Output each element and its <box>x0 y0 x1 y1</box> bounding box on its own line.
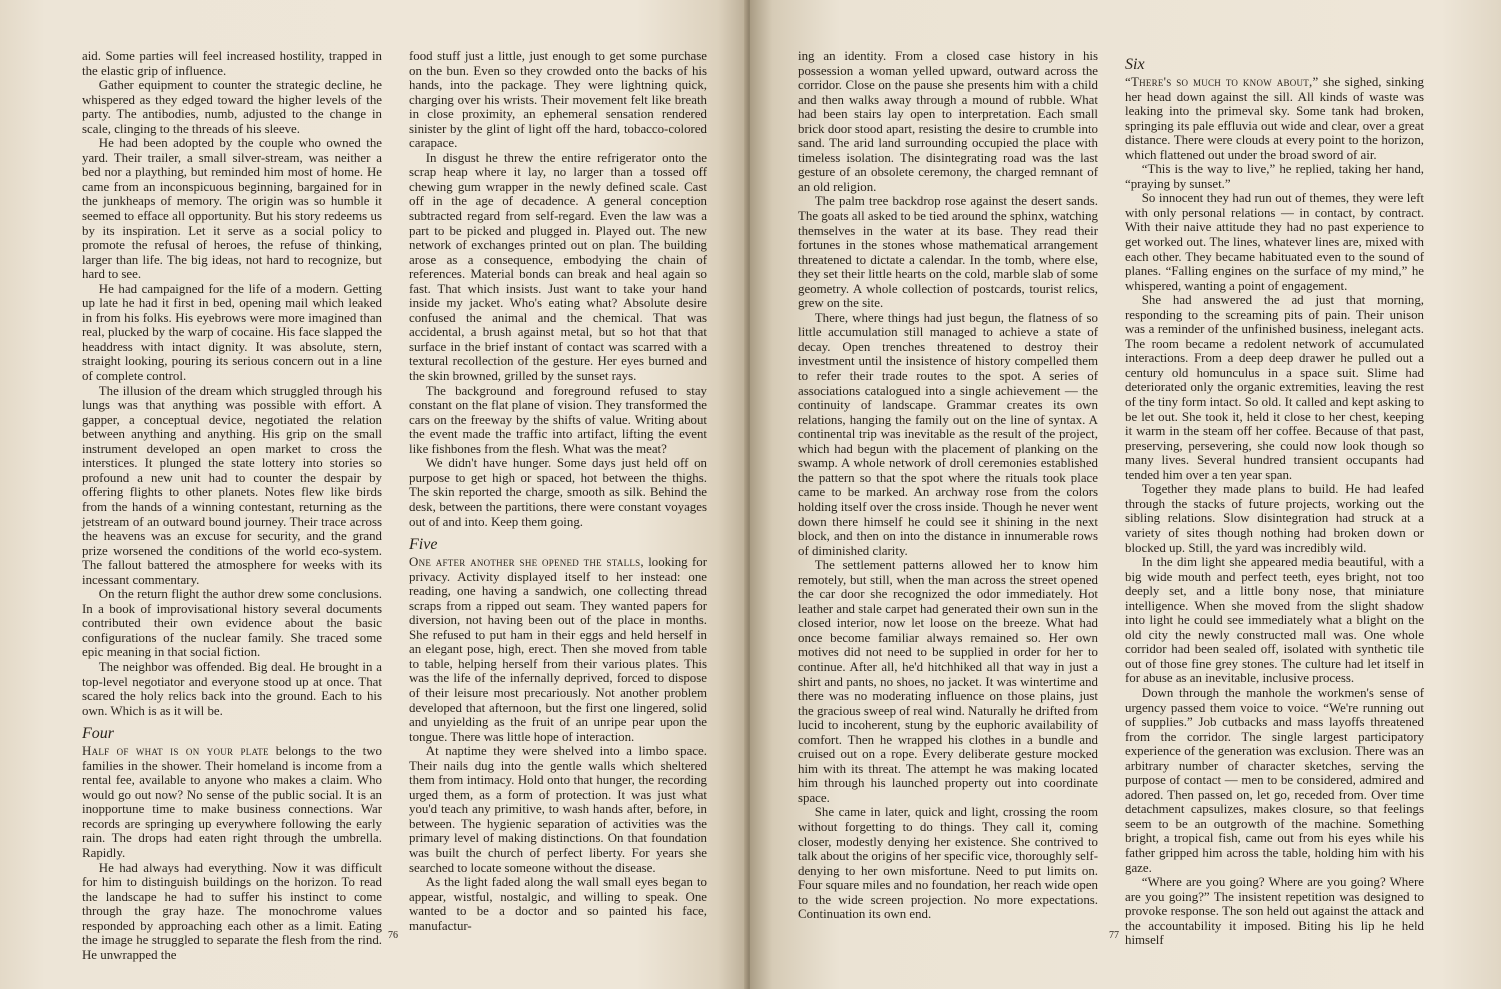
continued-paragraph <box>409 49 707 151</box>
paragraph <box>409 456 707 529</box>
paragraph-text: The background and foreground refused to stay constant on the flat plane of vision. They transformed the cars on the freeway by the shifts of value. Writing about the event made the traffic into artifact, lifting the event like fishbones from the flesh. What was the meat? <box>409 383 707 456</box>
section-heading: Six <box>1125 56 1145 73</box>
paragraph-text: The neighbor was offended. Big deal. He brought in a top-level negotiator and everyone stood up at once. That scared the holy relics back into the ground. Each to his own. Which is as it will be. <box>82 659 382 718</box>
continued-paragraph <box>798 49 1098 194</box>
paragraph-text: “This is the way to live,” he replied, taking her hand, “praying by sunset.” <box>1125 162 1424 191</box>
paragraph <box>82 78 382 136</box>
paragraph-text: “Where are you going? Where are you going? Where are you going?” The insistent repetition was designed to provoke response. The son held out against the attack and the accountability it imposed. Biting his lip he held himself <box>1125 875 1424 948</box>
paragraph-text: In disgust he threw the entire refrigerator onto the scrap heap where it lay, no larger than a tossed off chewing gum wrapper in the newly defined scale. Cast off in the age of decadence. A general conception subtracted regard from self-regard. Even the law was a part to be picked and plugged in. Played out. The new network of exchanges printed out on plan. The building arose as a consequence, embodying the chain of references. Material bonds can break and heal again so fast. That which insists. Just want to take your hand inside my jacket. Who's eating what? Absolute desire confused the animal and the chemical. That was accidental, a brush against metal, but so hot that that surface in the brief instant of contact was scarred with a textural recollection of the gesture. Her eyes burned and the skin browned, grilled by the sunset rays. <box>409 150 707 384</box>
page-number-right: 77 <box>1109 930 1119 941</box>
paragraph <box>1125 293 1424 482</box>
paragraph-text: He had campaigned for the life of a modern. Getting up late he had it first in bed, opening mail which leaked in from his folks. His eyebrows were more imagined than real, plucked by the warp of cocaine. His face slapped the headdress with intact dignity. It was absolute, stern, straight looking, pouring its serious concern out in a line of complete control. <box>82 281 382 384</box>
paragraph-text: In the dim light she appeared media beautiful, with a big wide mouth and perfect teeth, eyes bright, not too deeply set, and a little bony nose, that miniature intelligence. When she moved from the slight shadow into light he could see immediately what a blight on the old city the newly constructed mall was. One whole corridor had been sealed off, isolated with synthetic tile out of those fine grey stones. The culture had let itself in for abuse as an inevitable, inclusive process. <box>1125 555 1424 686</box>
paragraph <box>798 311 1098 558</box>
continued-paragraph <box>82 49 382 78</box>
paragraph-text: So innocent they had run out of themes, they were left with only personal relations — in contact, by contract. With their naive attitude they had no past experience to get worked out. The lines, whatever lines are, mixed with each other. They became habituated even to the sound of planes. “Falling engines on the surface of my mind,” he whispered, wanting a point of engagement. <box>1125 191 1424 293</box>
text-column-2 <box>409 49 707 933</box>
right-page <box>750 0 1501 989</box>
page-number-left: 76 <box>388 930 398 941</box>
section-heading: Five <box>409 536 438 554</box>
paragraph-text: The palm tree backdrop rose against the desert sands. The goats all asked to be tied around the sphinx, watching themselves in the water at its base. They read their fortunes in the stones whose mathematical arrangement threatened to dictate a calendar. In the tomb, where else, they set their little hearts on the cold, marble slab of some geometry. A whole collection of postcards, tourist relics, grew on the site. <box>798 194 1098 311</box>
paragraph <box>1125 686 1424 875</box>
paragraph-text: looking for privacy. Activity displayed itself to her instead: one reading, one having a sandwich, one collecting thread scraps from a ripped out seam. They wanted papers for diversion, not having been out of the place in months. She refused to put ham in their eggs and held herself in an elegant pose, high, erect. Then she moved from table to table, helping herself from their various plates. This was the life of the infernally deprived, forced to dispose of their leisure most precariously. Not another problem developed that afternoon, but the first one lingered, solid and unyielding as the fruit of an unripe pear upon the tongue. There was little hope of interaction. <box>409 555 707 744</box>
paragraph-text: The illusion of the dream which struggled through his lungs was that anything was possible with effort. A gapper, a conceptual device, negotiated the relation between anything and anything. His grip on the small instrument developed an open market to cross the interstices. It plunged the state lottery into stories so profound a new unit had to counter the despair by offering flights to other planets. Notes flew like birds from the hands of a winning contestant, returning as the jetstream of an outward bound journey. Their trace across the heavens was an excuse for security, and the grand prize worsened the conditions of the world eco-system. The fallout battered the atmosphere for weeks with its incessant commentary. <box>82 383 382 587</box>
paragraph <box>82 587 382 660</box>
paragraph-text: aid. Some parties will feel increased hostility, trapped in the elastic grip of influence. <box>82 49 382 78</box>
small-caps-lead-in: Half of what is on your plate <box>82 744 269 759</box>
text-column-4 <box>1125 49 1424 948</box>
paragraph-text: He had always had everything. Now it was difficult for him to distinguish buildings on the horizon. To read the landscape he had to suffer his instinct to come through the gray haze. The monochrome values responded by approaching each other as a limit. Eating the image he struggled to separate the flesh from the rind. He unwrapped the <box>82 860 382 962</box>
paragraph-text: Together they made plans to build. He had leafed through the stacks of future projects, working out the sibling relations. Slow disintegration had struck at a variety of sites though nothing had broken down or blocked up. Still, the yard was incredibly wild. <box>1125 482 1424 555</box>
paragraph <box>82 384 382 588</box>
text-column-1 <box>82 49 382 962</box>
paragraph <box>82 136 382 281</box>
paragraph-text: On the return flight the author drew some conclusions. In a book of improvisational history several documents contributed their own evidence about the basic configurations of the nuclear family. She traced some epic meaning in that social fiction. <box>82 587 382 660</box>
left-page <box>0 0 748 989</box>
paragraph-text: She had answered the ad just that morning, responding to the screaming pits of pain. Their unison was a reminder of the unfinished business, inelegant acts. The room became a redolent network of accumulated interactions. From a deep deep drawer he pulled out a century old homunculus in a space suit. Slime had deteriorated only the organic extremities, leaving the rest of the tiny form intact. So old. It called and kept asking to be let out. She took it, held it close to her chest, keeping it warm in the steam off her coffee. Because of that past, preserving, persevering, she could now look though so many lives. Several hundred transient occupants had tended him over a ten year span. <box>1125 293 1424 482</box>
paragraph <box>1125 555 1424 686</box>
section-heading: Four <box>82 725 114 743</box>
paragraph-text: She came in later, quick and light, crossing the room without forgetting to do things. They call it, coming closer, modestly denying her existence. She contrived to talk about the origins of her specific vice, thoroughly self-denying to her own misfortune. Need to put limits on. Four square miles and no foundation, her reach wide open to the wide screen projection. No more expectations. Continuation its own end. <box>798 805 1098 922</box>
small-caps-lead-in: One after another she opened the stalls, <box>409 555 644 570</box>
paragraph <box>82 660 382 718</box>
small-caps-lead-in: “There's so much to know about,” <box>1125 75 1319 89</box>
text-column-3 <box>798 49 1098 922</box>
paragraph-text: The settlement patterns allowed her to know him remotely, but still, when the man across the street opened the car door she recognized the odor immediately. Hot leather and stale carpet had generated their own sun in the closed interior, now let loose on the breeze. What had once become familiar always remained so. Her own motives did not need to be supplied in order for her to continue. After all, he'd hitchhiked all that way in just a shirt and pants, no shoes, no jacket. It was wintertime and there was no moderating influence on those plains, just the gracious sweep of real wind. Naturally he drifted from lucid to incoherent, stung by the euphoric availability of comfort. Then he wrapped his clothes in a bundle and cruised out on a rope. Every deliberate gesture mocked him with its threat. The attempt he was making located him through his launched property out into coordinate space. <box>798 558 1098 805</box>
paragraph <box>1125 482 1424 555</box>
paragraph-text: belongs to the two families in the shower. Their homeland is income from a rental fee, available to anyone who makes a claim. Who would go out now? No sense of the public social. It is an inopportune time to make business connections. War records are springing up everywhere following the early rain. The drops had eaten right through the umbrella. Rapidly. <box>82 744 382 860</box>
paragraph-text: We didn't have hunger. Some days just held off on purpose to get high or spaced, hot between the thighs. The skin reported the charge, smooth as silk. Behind the desk, between the partitions, there were constant voyages out of and into. Keep them going. <box>409 456 707 529</box>
paragraph-text: As the light faded along the wall small eyes began to appear, wistful, nostalgic, and willing to speak. One wanted to be a doctor and so painted his face, manufactur- <box>409 875 707 933</box>
paragraph <box>409 875 707 933</box>
paragraph <box>82 861 382 963</box>
paragraph-text: He had been adopted by the couple who owned the yard. Their trailer, a small silver-stream, was neither a bed nor a plaything, but reminded him most of home. He came from an inconspicuous beginning, bargained for in the junkheaps of memory. The origin was so humble it seemed to efface all opportunity. But his story redeems us by its inspiration. Let it serve as a social policy to promote the refusal of heroes, the refuse of thinking, larger than life. The big ideas, not hard to recognize, but hard to see. <box>82 136 382 282</box>
paragraph <box>409 744 707 875</box>
paragraph <box>409 151 707 384</box>
paragraph <box>82 282 382 384</box>
paragraph <box>798 558 1098 805</box>
paragraph <box>798 194 1098 310</box>
paragraph-text: At naptime they were shelved into a limbo space. Their nails dug into the gentle walls which sheltered them from intimacy. Hold onto that hunger, the recording urged them, as a form of protection. It was just what you'd teach any primitive, to wash hands after, before, in between. The hygienic separation of activities was the primary level of making distinctions. On that foundation was built the church of perfect liberty. For years she searched to locate someone without the disease. <box>409 744 707 875</box>
paragraph-text: Down through the manhole the workmen's sense of urgency passed them voice to voice. “We're running out of supplies.” Job cutbacks and mass layoffs threatened from the corridor. The single largest participatory experience of the generation was exclusion. There was an arbitrary number of character sketches, serving the purpose of contact — men to be considered, admired and adored. Then passed on, let go, receded from. Over time detachment capsulizes, makes closure, so that feelings seem to be an outgrowth of the machine. Something bright, a tropical fish, came out from his eyes while his father gripped him across the table, holding him with his gaze. <box>1125 685 1424 875</box>
section-opening-paragraph <box>409 555 707 744</box>
paragraph-text: ing an identity. From a closed case history in his possession a woman yelled upward, outward across the corridor. Close on the pause she presents him with a child and then walks away through a mound of rubble. What had been stairs lay open to interpretation. Each small brick door stood apart, resisting the desire to crumble into sand. The arid land surrounding occupied the place with timeless isolation. The disintegrating road was the last gesture of an obsolete ceremony, the charged remnant of an old religion. <box>798 49 1098 194</box>
paragraph <box>1125 191 1424 293</box>
paragraph-text: food stuff just a little, just enough to get some purchase on the bun. Even so they crowded onto the backs of his hands, into the package. They were lightning quick, charging over his wrists. Their movement felt like breath in close proximity, an ephemeral sensation rendered sinister by the glint of light off the hard, tobacco-colored carapace. <box>409 49 707 151</box>
paragraph-text: she sighed, sinking her head down against the sill. All kinds of waste was leaking into the primeval sky. Some tank had broken, springing its pale effluvia out wide and clear, over a great distance. There were clouds at every point to the horizon, which flattened out under the broad sword of air. <box>1125 75 1424 162</box>
paragraph-text: There, where things had just begun, the flatness of so little accumulation still managed to achieve a state of decay. Open trenches threatened to destroy their investment until the insistence of history compelled them to refer their trade routes to the spot. A series of associations catalogued into a single achievement — the continuity of landscape. Grammar creates its own relations, hanging the family out on the line of syntax. A continental trip was inevitable as the result of the project, which had begun with the placement of planking on the swamp. A whole network of droll ceremonies established the pattern so that the spot where the rituals took place came to be marked. An archway rose from the colors holding itself over the cross inside. Though he never went down there himself he could see it shining in the next block, and then on into the distance in innumerable rows of diminished clarity. <box>798 310 1098 558</box>
section-opening-paragraph <box>1125 75 1424 162</box>
paragraph <box>409 384 707 457</box>
paragraph <box>798 805 1098 921</box>
paragraph-text: Gather equipment to counter the strategic decline, he whispered as they edged toward the higher levels of the party. The antibodies, numb, adjusted to the change in scale, clinging to the threads of his sleeve. <box>82 78 382 136</box>
paragraph <box>1125 162 1424 191</box>
section-opening-paragraph <box>82 744 382 860</box>
paragraph <box>1125 875 1424 948</box>
